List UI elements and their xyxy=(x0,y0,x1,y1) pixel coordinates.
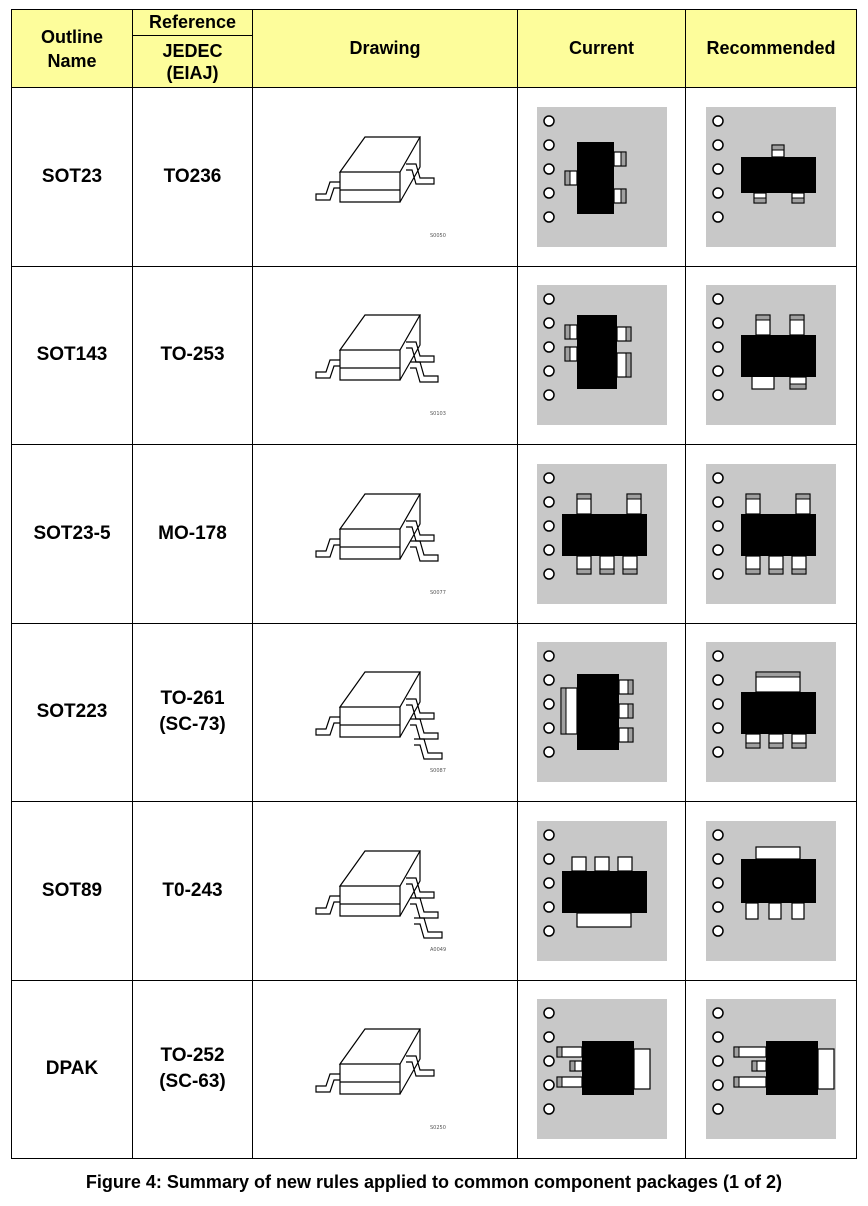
outline-name: SOT223 xyxy=(36,701,108,723)
reference-code: TO-261 (SC-73) xyxy=(159,688,226,736)
reference-cell xyxy=(133,266,253,445)
lead-right-2 xyxy=(410,719,438,739)
reference-code: TO-252 (SC-63) xyxy=(159,1045,226,1093)
reference-cell xyxy=(133,88,253,267)
via-hole-4 xyxy=(713,366,723,376)
current-footprint xyxy=(537,821,667,961)
pad-1 xyxy=(756,847,800,859)
via-hole-2 xyxy=(544,140,554,150)
pad-shade xyxy=(628,728,633,742)
via-hole-2 xyxy=(544,1032,554,1042)
pad-2 xyxy=(746,903,758,919)
lead-left xyxy=(316,360,340,378)
pad-1 xyxy=(572,857,586,871)
body-front xyxy=(340,350,400,380)
via-hole-4 xyxy=(544,188,554,198)
package-drawing xyxy=(310,816,460,966)
pad-shade xyxy=(557,1047,562,1057)
pad-shade xyxy=(621,152,626,166)
via-hole-1 xyxy=(713,1008,723,1018)
recommended-footprint-cell xyxy=(686,802,857,981)
drawing-code: S0103 xyxy=(430,411,446,418)
via-hole-1 xyxy=(544,1008,554,1018)
package-body xyxy=(582,1041,634,1095)
drawing-cell xyxy=(253,88,518,267)
outline-name-cell xyxy=(12,802,133,981)
reference-code: TO236 xyxy=(163,165,222,187)
reference-cell xyxy=(133,980,253,1159)
body-front xyxy=(340,1064,400,1094)
package-body xyxy=(741,157,816,193)
pad-shade xyxy=(772,145,784,150)
table-row xyxy=(12,623,857,802)
via-hole-1 xyxy=(544,830,554,840)
package-body xyxy=(741,335,816,377)
current-footprint xyxy=(537,999,667,1139)
outline-name-cell xyxy=(12,88,133,267)
pad-1 xyxy=(634,1049,650,1089)
current-footprint xyxy=(537,107,667,247)
pad-shade xyxy=(557,1077,562,1087)
current-footprint xyxy=(537,642,667,782)
pad-shade xyxy=(756,672,800,677)
reference-code: T0-243 xyxy=(162,879,223,901)
recommended-footprint xyxy=(706,821,836,961)
via-hole-4 xyxy=(544,545,554,555)
recommended-footprint xyxy=(706,999,836,1139)
lead-left xyxy=(316,539,340,557)
outline-name: SOT23 xyxy=(41,165,103,187)
pad-2 xyxy=(595,857,609,871)
current-footprint-cell xyxy=(518,623,686,802)
reference-cell xyxy=(133,802,253,981)
package-table xyxy=(11,9,857,1159)
via-hole-3 xyxy=(544,164,554,174)
drawing-cell xyxy=(253,980,518,1159)
recommended-footprint xyxy=(706,464,836,604)
pad-shade xyxy=(577,494,591,499)
via-hole-3 xyxy=(713,878,723,888)
pad-shade xyxy=(746,743,760,748)
package-body xyxy=(577,142,614,214)
via-hole-5 xyxy=(713,1104,723,1114)
pad-shade xyxy=(734,1077,739,1087)
pad-shade xyxy=(565,171,570,185)
body-top xyxy=(340,494,420,529)
via-hole-1 xyxy=(544,294,554,304)
recommended-footprint xyxy=(706,285,836,425)
pad-3 xyxy=(618,857,632,871)
pad-shade xyxy=(756,315,770,320)
header-jedec-text: JEDEC (EIAJ) xyxy=(162,40,223,83)
via-hole-2 xyxy=(713,675,723,685)
via-hole-4 xyxy=(713,1080,723,1090)
drawing-cell xyxy=(253,445,518,624)
via-hole-3 xyxy=(713,164,723,174)
table-row xyxy=(12,88,857,267)
pad-shade xyxy=(792,569,806,574)
pad-shade xyxy=(561,688,566,734)
reference-code: MO-178 xyxy=(158,522,227,544)
header-current xyxy=(518,10,686,88)
reference-cell xyxy=(133,623,253,802)
lead-left xyxy=(316,182,340,200)
via-hole-5 xyxy=(544,569,554,579)
lead-right-2 xyxy=(410,898,438,918)
outline-name: SOT23-5 xyxy=(33,522,111,544)
package-body xyxy=(766,1041,818,1095)
recommended-footprint-cell xyxy=(686,445,857,624)
via-hole-4 xyxy=(544,1080,554,1090)
header-drawing-text: Drawing xyxy=(349,38,421,58)
via-hole-1 xyxy=(713,294,723,304)
drawing-cell xyxy=(253,266,518,445)
via-hole-2 xyxy=(544,497,554,507)
current-footprint xyxy=(537,464,667,604)
header-outline-name-text: Outline Name xyxy=(41,26,103,71)
pad-shade xyxy=(769,569,783,574)
package-body xyxy=(577,315,617,389)
drawing-code: S0077 xyxy=(430,589,446,596)
recommended-footprint-cell xyxy=(686,980,857,1159)
pad-4 xyxy=(792,903,804,919)
pad-shade xyxy=(570,1061,575,1071)
body-top xyxy=(340,1029,420,1064)
via-hole-3 xyxy=(713,699,723,709)
via-hole-3 xyxy=(713,1056,723,1066)
pad-shade xyxy=(792,198,804,203)
via-hole-5 xyxy=(544,747,554,757)
via-hole-5 xyxy=(713,926,723,936)
body-front xyxy=(340,707,400,737)
via-hole-2 xyxy=(713,318,723,328)
drawing-cell xyxy=(253,623,518,802)
pad-shade xyxy=(600,569,614,574)
package-drawing xyxy=(310,280,460,430)
current-footprint-cell xyxy=(518,980,686,1159)
drawing-code: S0050 xyxy=(430,232,446,239)
outline-name: DPAK xyxy=(45,1058,99,1080)
pad-shade xyxy=(752,1061,757,1071)
pad-3 xyxy=(769,903,781,919)
package-body xyxy=(577,674,619,750)
via-hole-1 xyxy=(544,116,554,126)
current-footprint-cell xyxy=(518,802,686,981)
body-top xyxy=(340,851,420,886)
body-top xyxy=(340,315,420,350)
current-footprint-cell xyxy=(518,445,686,624)
lead-right-2 xyxy=(410,541,438,561)
via-hole-1 xyxy=(713,830,723,840)
via-hole-5 xyxy=(713,212,723,222)
package-drawing xyxy=(310,459,460,609)
body-top xyxy=(340,137,420,172)
pad-shade xyxy=(626,353,631,377)
outline-name: SOT89 xyxy=(41,879,103,901)
drawing-cell xyxy=(253,802,518,981)
via-hole-2 xyxy=(544,675,554,685)
pad-shade xyxy=(790,384,806,389)
package-body xyxy=(562,871,647,913)
header-jedec xyxy=(133,36,253,88)
table-row xyxy=(12,802,857,981)
pad-shade xyxy=(623,569,637,574)
via-hole-5 xyxy=(713,569,723,579)
via-hole-5 xyxy=(544,1104,554,1114)
via-hole-5 xyxy=(544,926,554,936)
outline-name-cell xyxy=(12,266,133,445)
outline-name-cell xyxy=(12,980,133,1159)
via-hole-3 xyxy=(544,521,554,531)
pad-shade xyxy=(565,325,570,339)
via-hole-3 xyxy=(544,1056,554,1066)
pad-shade xyxy=(734,1047,739,1057)
pad-1 xyxy=(818,1049,834,1089)
body-top xyxy=(340,672,420,707)
table-row xyxy=(12,445,857,624)
header-recommended xyxy=(686,10,857,88)
lead-left xyxy=(316,1074,340,1092)
package-body xyxy=(562,514,647,556)
package-body xyxy=(741,859,816,903)
body-front xyxy=(340,529,400,559)
header-outline-name xyxy=(12,10,133,88)
header-reference-text: Reference xyxy=(148,12,237,32)
pad-shade xyxy=(754,198,766,203)
via-hole-1 xyxy=(713,473,723,483)
via-hole-3 xyxy=(544,699,554,709)
header-drawing xyxy=(253,10,518,88)
drawing-code: S0250 xyxy=(430,1125,446,1132)
package-drawing xyxy=(310,994,460,1144)
pad-shade xyxy=(565,347,570,361)
via-hole-2 xyxy=(713,1032,723,1042)
recommended-footprint-cell xyxy=(686,623,857,802)
recommended-footprint xyxy=(706,107,836,247)
current-footprint-cell xyxy=(518,88,686,267)
via-hole-1 xyxy=(544,651,554,661)
via-hole-5 xyxy=(713,390,723,400)
figure-caption: Figure 4: Summary of new rules applied to common component packages (1 of 2) xyxy=(85,1172,783,1192)
lead-left xyxy=(316,717,340,735)
recommended-footprint-cell xyxy=(686,88,857,267)
package-drawing xyxy=(310,102,460,252)
pad-shade xyxy=(626,327,631,341)
via-hole-2 xyxy=(713,140,723,150)
via-hole-4 xyxy=(544,902,554,912)
via-hole-2 xyxy=(713,854,723,864)
package-drawing xyxy=(310,637,460,787)
lead-right-2 xyxy=(410,362,438,382)
via-hole-4 xyxy=(544,723,554,733)
reference-cell xyxy=(133,445,253,624)
lead-left xyxy=(316,896,340,914)
pad-shade xyxy=(790,315,804,320)
reference-code: TO-253 xyxy=(160,344,225,366)
via-hole-4 xyxy=(544,366,554,376)
outline-name-cell xyxy=(12,623,133,802)
via-hole-4 xyxy=(713,902,723,912)
header-reference xyxy=(133,10,253,36)
current-footprint xyxy=(537,285,667,425)
pad-shade xyxy=(628,680,633,694)
via-hole-3 xyxy=(713,521,723,531)
header-recommended-text: Recommended xyxy=(706,38,836,58)
body-front xyxy=(340,172,400,202)
pad-shade xyxy=(628,704,633,718)
table-row xyxy=(12,980,857,1159)
via-hole-3 xyxy=(713,342,723,352)
table-row xyxy=(12,266,857,445)
header-current-text: Current xyxy=(568,38,634,58)
pad-shade xyxy=(769,743,783,748)
via-hole-5 xyxy=(544,390,554,400)
recommended-footprint xyxy=(706,642,836,782)
pad-shade xyxy=(796,494,810,499)
drawing-code: A0049 xyxy=(430,946,447,953)
outline-name-cell xyxy=(12,445,133,624)
body-front xyxy=(340,886,400,916)
package-body xyxy=(741,514,816,556)
drawing-code: S0087 xyxy=(430,768,446,775)
via-hole-2 xyxy=(544,318,554,328)
pad-shade xyxy=(792,743,806,748)
pad-shade xyxy=(746,494,760,499)
via-hole-2 xyxy=(713,497,723,507)
pad-shade xyxy=(627,494,641,499)
via-hole-1 xyxy=(544,473,554,483)
recommended-footprint-cell xyxy=(686,266,857,445)
pad-4 xyxy=(577,913,631,927)
lead-right-3 xyxy=(414,918,442,938)
pad-shade xyxy=(746,569,760,574)
via-hole-4 xyxy=(713,545,723,555)
via-hole-2 xyxy=(544,854,554,864)
lead-right-3 xyxy=(414,739,442,759)
via-hole-3 xyxy=(544,342,554,352)
pad-shade xyxy=(577,569,591,574)
via-hole-1 xyxy=(713,651,723,661)
via-hole-5 xyxy=(544,212,554,222)
via-hole-1 xyxy=(713,116,723,126)
outline-name: SOT143 xyxy=(36,344,108,366)
via-hole-3 xyxy=(544,878,554,888)
current-footprint-cell xyxy=(518,266,686,445)
via-hole-4 xyxy=(713,188,723,198)
via-hole-5 xyxy=(713,747,723,757)
via-hole-4 xyxy=(713,723,723,733)
package-body xyxy=(741,692,816,734)
pad-shade xyxy=(621,189,626,203)
